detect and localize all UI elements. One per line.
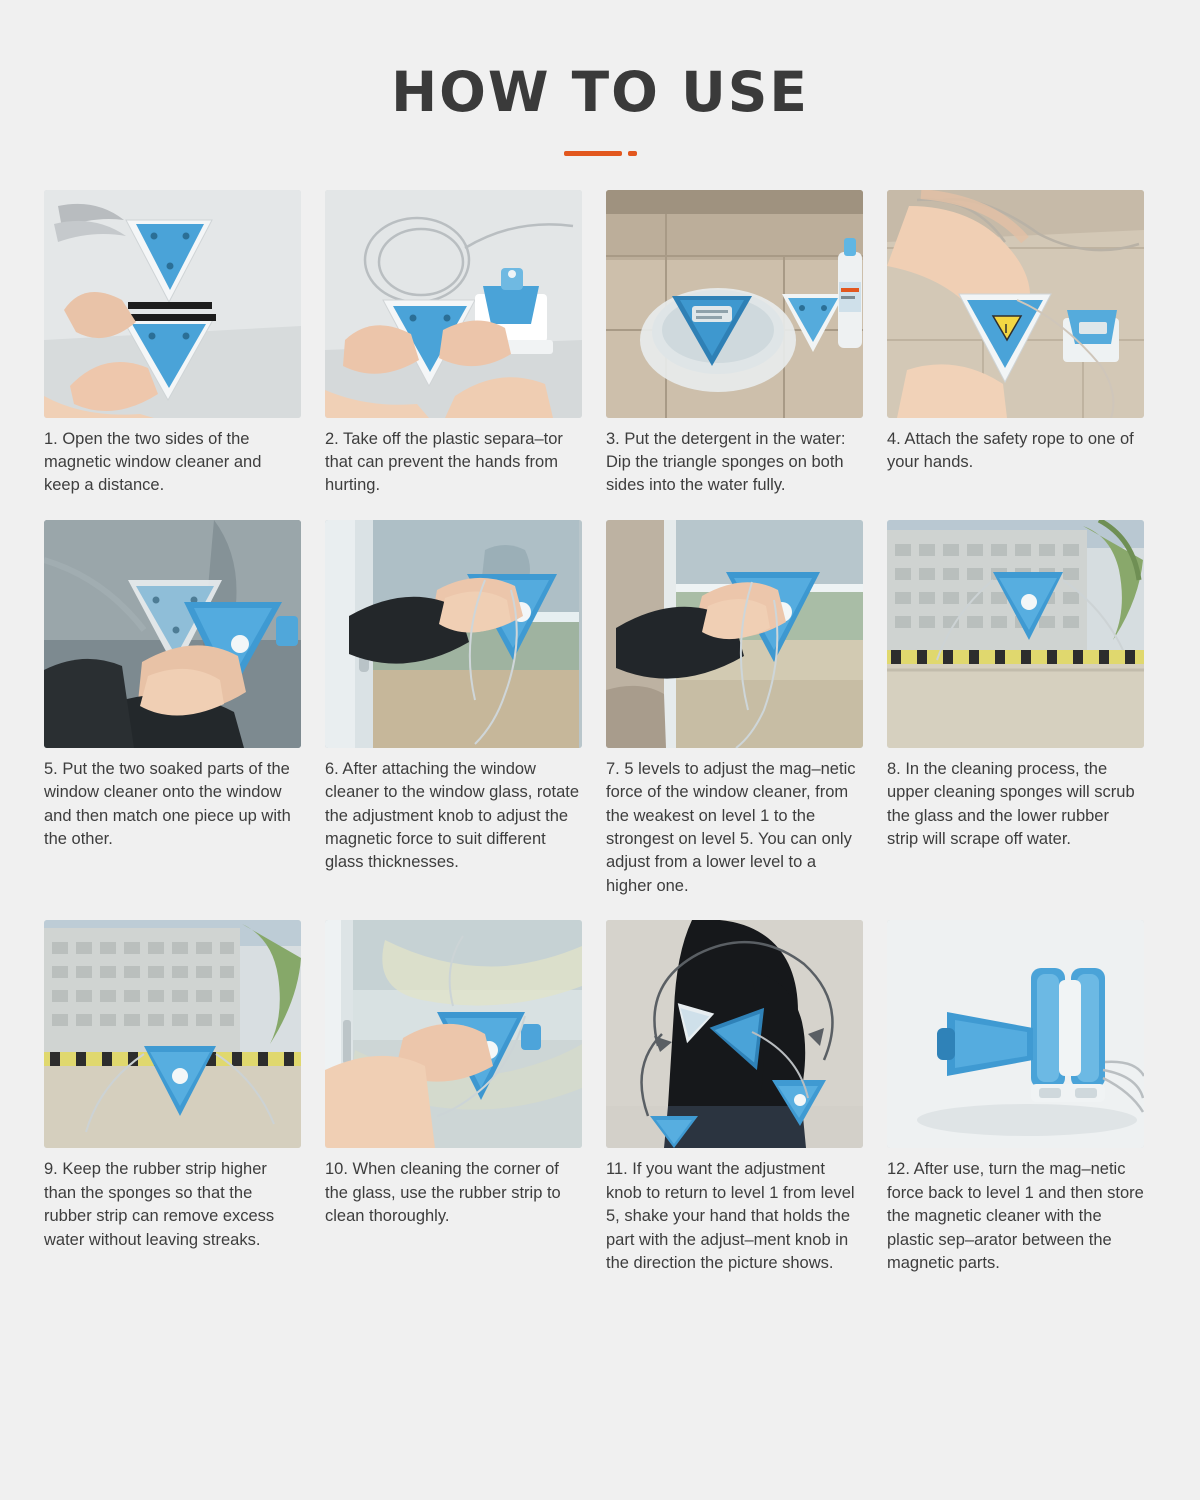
step-card-6: [325, 520, 582, 899]
step-card-3: [606, 190, 863, 498]
step-image-7: [606, 520, 863, 748]
step-image-8: [887, 520, 1144, 748]
step-card-12: [887, 920, 1144, 1275]
step-caption-5: 5. Put the two soaked parts of the window cleaner onto the window and then match one piece up with the other.: [44, 759, 291, 849]
page-title: HOW TO USE: [391, 60, 809, 124]
divider-bar-long: [564, 151, 622, 156]
step-image-10: [325, 920, 582, 1148]
step-caption-3: 3. Put the detergent in the water: Dip the triangle sponges on both sides into the water fully.: [606, 429, 846, 495]
divider-bar-short: [628, 151, 637, 156]
step-image-3: [606, 190, 863, 418]
step-card-1: [44, 190, 301, 498]
step-image-11: [606, 920, 863, 1148]
step-caption-10: 10. When cleaning the corner of the glass, use the rubber strip to clean thoroughly.: [325, 1160, 561, 1226]
step-card-11: [606, 920, 863, 1275]
step-image-2: [325, 190, 582, 418]
step-caption-6: 6. After attaching the window cleaner to the window glass, rotate the adjustment knob to adjust the magnetic force to suit different glass thicknesses.: [325, 759, 580, 872]
step-card-9: [44, 920, 301, 1275]
step-card-8: [887, 520, 1144, 899]
step-caption-12: 12. After use, turn the mag–netic force back to level 1 and then store the magnetic cleaner with the plastic sep–arator between the magnetic parts.: [887, 1160, 1144, 1272]
step-image-1: [44, 190, 301, 418]
step-caption-9: 9. Keep the rubber strip higher than the sponges so that the rubber strip can remove excess water without leaving streaks.: [44, 1160, 275, 1249]
step-image-4: [887, 190, 1144, 418]
step-caption-4: 4. Attach the safety rope to one of your hands.: [887, 429, 1134, 471]
step-card-10: [325, 920, 582, 1275]
step-card-2: [325, 190, 582, 498]
step-caption-1: 1. Open the two sides of the magnetic window cleaner and keep a distance.: [44, 429, 262, 495]
steps-grid: [44, 190, 1156, 1276]
step-caption-11: 11. If you want the adjustment knob to return to level 1 from level 5, shake your hand that holds the part with the adjust–ment knob in the direction the picture shows.: [606, 1160, 855, 1272]
step-card-4: [887, 190, 1144, 498]
step-caption-8: 8. In the cleaning process, the upper cleaning sponges will scrub the glass and the lower rubber strip will scrape off water.: [887, 759, 1135, 849]
step-caption-2: 2. Take off the plastic separa–tor that can prevent the hands from hurting.: [325, 429, 563, 495]
step-card-5: [44, 520, 301, 899]
step-caption-7: 7. 5 levels to adjust the mag–netic force of the window cleaner, from the weakest on level 1 to the strongest on level 5. You can only adjust from a lower level to a higher one.: [606, 759, 856, 895]
step-image-9: [44, 920, 301, 1148]
title-divider: [44, 151, 1156, 156]
step-image-5: [44, 520, 301, 748]
step-card-7: [606, 520, 863, 899]
step-image-12: [887, 920, 1144, 1148]
step-image-6: [325, 520, 582, 748]
